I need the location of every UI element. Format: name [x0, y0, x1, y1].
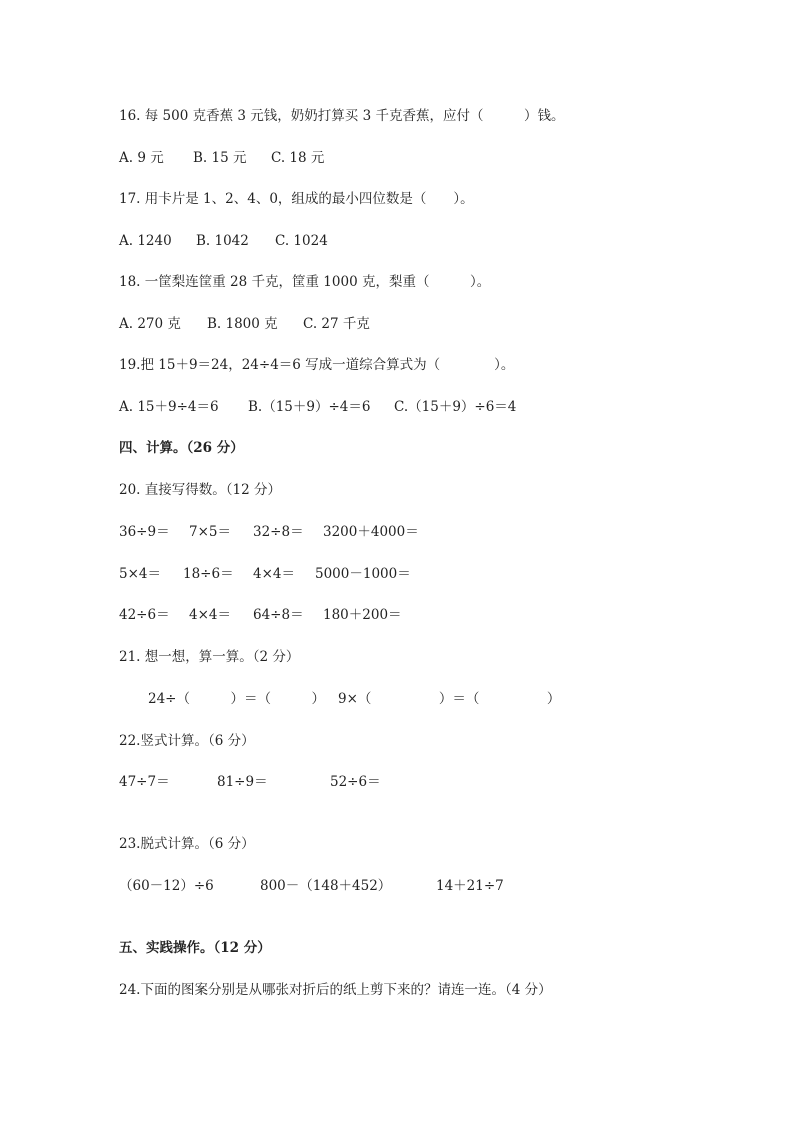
q16-option-b[interactable]: B. 15 元: [193, 150, 247, 166]
q24-stem: 24.下面的图案分别是从哪张对折后的纸上剪下来的？请连一连。（4 分）: [119, 982, 552, 998]
section4-title: 四、计算。（26 分）: [119, 440, 244, 456]
q20-item[interactable]: 32÷8＝: [253, 524, 304, 540]
q20-item[interactable]: 4×4＝: [253, 566, 295, 582]
q20-item[interactable]: 36÷9＝: [119, 524, 170, 540]
q20-item[interactable]: 5000－1000＝: [315, 566, 411, 582]
q22-item[interactable]: 81÷9＝: [217, 774, 268, 790]
q19-stem: 19.把 15＋9＝24，24÷4＝6 写成一道综合算式为（ ）。: [119, 357, 515, 373]
section5-title: 五、实践操作。（12 分）: [119, 940, 271, 956]
q20-item[interactable]: 64÷8＝: [253, 607, 304, 623]
q20-item[interactable]: 3200＋4000＝: [323, 524, 419, 540]
q23-stem: 23.脱式计算。（6 分）: [119, 836, 255, 852]
q22-item[interactable]: 52÷6＝: [330, 774, 381, 790]
q16-stem: 16. 每 500 克香蕉 3 元钱，奶奶打算买 3 千克香蕉，应付（ ）钱。: [119, 108, 565, 124]
q20-item[interactable]: 180＋200＝: [323, 607, 402, 623]
q16-option-c[interactable]: C. 18 元: [271, 150, 325, 166]
q23-item[interactable]: 14＋21÷7: [436, 878, 504, 894]
q23-item[interactable]: 800－（148＋452）: [260, 878, 392, 894]
q21-item[interactable]: 24÷（ ）＝（ ）: [148, 691, 325, 707]
q23-item[interactable]: （60－12）÷6: [119, 878, 214, 894]
q18-option-a[interactable]: A. 270 克: [119, 316, 181, 332]
q19-option-b[interactable]: B.（15＋9）÷4＝6: [248, 399, 371, 415]
q16-option-a[interactable]: A. 9 元: [119, 150, 164, 166]
q18-option-b[interactable]: B. 1800 克: [207, 316, 278, 332]
q20-item[interactable]: 5×4＝: [119, 566, 161, 582]
q21-stem: 21. 想一想，算一算。（2 分）: [119, 649, 300, 665]
q20-item[interactable]: 7×5＝: [189, 524, 231, 540]
q19-option-c[interactable]: C.（15＋9）÷6＝4: [394, 399, 517, 415]
q20-item[interactable]: 4×4＝: [189, 607, 231, 623]
q20-item[interactable]: 42÷6＝: [119, 607, 170, 623]
q17-stem: 17. 用卡片是 1、2、4、0，组成的最小四位数是（ ）。: [119, 191, 474, 207]
q19-option-a[interactable]: A. 15＋9÷4＝6: [119, 399, 219, 415]
q17-option-b[interactable]: B. 1042: [196, 233, 249, 249]
q22-stem: 22.竖式计算。（6 分）: [119, 733, 255, 749]
q20-stem: 20. 直接写得数。（12 分）: [119, 482, 281, 498]
q18-stem: 18. 一筐梨连筐重 28 千克，筐重 1000 克，梨重（ ）。: [119, 274, 491, 290]
q22-item[interactable]: 47÷7＝: [119, 774, 170, 790]
q17-option-c[interactable]: C. 1024: [275, 233, 328, 249]
q21-item[interactable]: 9×（ ）＝（ ）: [338, 691, 561, 707]
q17-option-a[interactable]: A. 1240: [119, 233, 172, 249]
q20-item[interactable]: 18÷6＝: [183, 566, 234, 582]
q18-option-c[interactable]: C. 27 千克: [303, 316, 370, 332]
